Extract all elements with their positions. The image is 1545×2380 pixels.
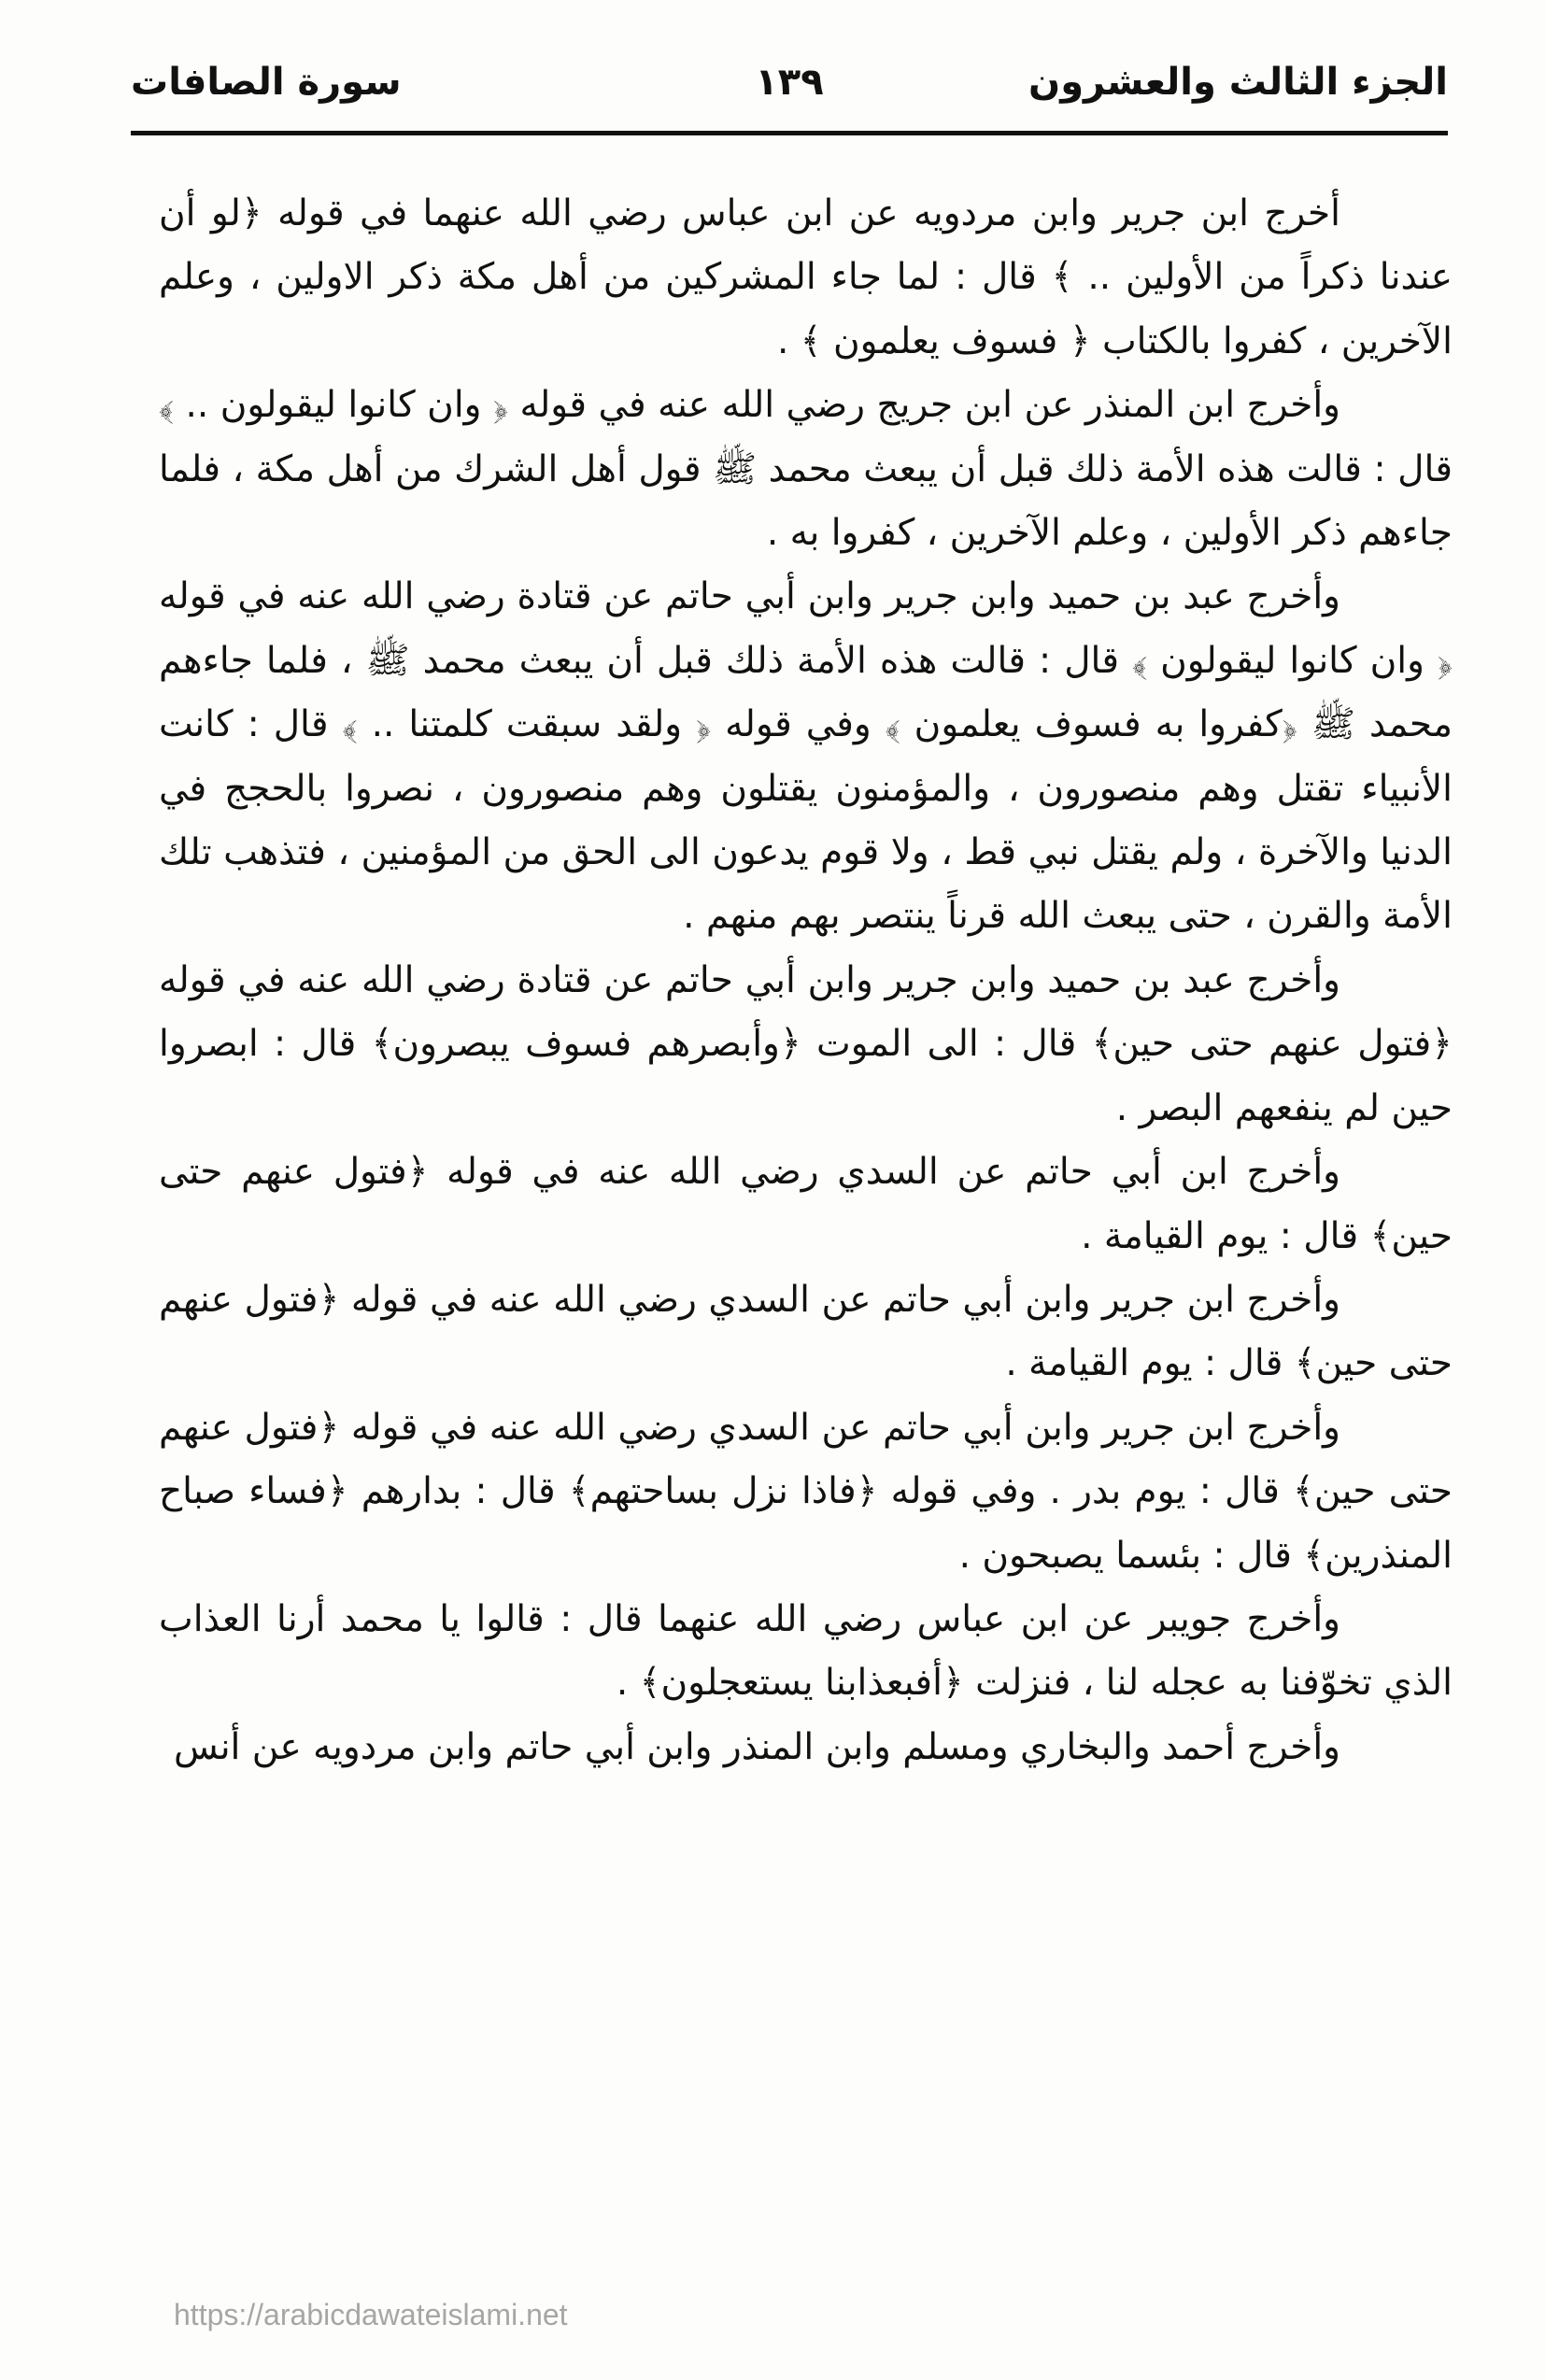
paragraph-6: وأخرج ابن جرير وابن أبي حاتم عن السدي رضي الله عنه في قوله ﴿فتول عنهم حتى حين﴾ قال : يوم القيامة . [159, 1278, 1453, 1385]
paragraph-2: وأخرج ابن المنذر عن ابن جريج رضي الله عنه في قوله ﴿ وان كانوا ليقولون .. ﴾ قال : قالت هذه الأمة ذلك قبل أن يبعث محمد ﷺ قول أهل الشرك من أهل مكة ، فلما جاءهم ذكر الأولين ، وعلم الآخرين ، كفروا به . [159, 384, 1453, 555]
part-title: الجزء الثالث والعشرون [1028, 61, 1448, 104]
paragraph-8: وأخرج جويبر عن ابن عباس رضي الله عنهما قال : قالوا يا محمد أرنا العذاب الذي تخوّفنا به عجله لنا ، فنزلت ﴿أفبعذابنا يستعجلون﴾ . [159, 1597, 1453, 1705]
page-header [131, 45, 1448, 138]
paragraph-9: وأخرج أحمد والبخاري ومسلم وابن المنذر وابن أبي حاتم وابن مردويه عن أنس [173, 1725, 1340, 1768]
paragraph-7: وأخرج ابن جرير وابن أبي حاتم عن السدي رضي الله عنه في قوله ﴿فتول عنهم حتى حين﴾ قال : يوم بدر . وفي قوله ﴿فاذا نزل بساحتهم﴾ قال : بدارهم ﴿فساء صباح المنذرين﴾ قال : بئسما يصبحون . [159, 1406, 1453, 1577]
watermark-url: https://arabicdawateislami.net [174, 2298, 568, 2331]
paragraph-1: أخرج ابن جرير وابن مردويه عن ابن عباس رضي الله عنهما في قوله ﴿لو أن عندنا ذكراً من الأولين .. ﴾ قال : لما جاء المشركين من أهل مكة ذكر الاولين ، وعلم الآخرين ، كفروا بالكتاب ﴿ فسوف يعلمون ﴾ . [159, 192, 1453, 362]
paragraph-4: وأخرج عبد بن حميد وابن جرير وابن أبي حاتم عن قتادة رضي الله عنه في قوله ﴿فتول عنهم حتى حين﴾ قال : الى الموت ﴿وأبصرهم فسوف يبصرون﴾ قال : ابصروا حين لم ينفعهم البصر . [159, 958, 1453, 1129]
page-number: ١٣٩ [755, 61, 824, 104]
surah-title: سورة الصافات [131, 61, 402, 104]
paragraph-5: وأخرج ابن أبي حاتم عن السدي رضي الله عنه في قوله ﴿فتول عنهم حتى حين﴾ قال : يوم القيامة . [159, 1151, 1453, 1257]
header-rule [131, 131, 1448, 135]
paragraph-3: وأخرج عبد بن حميد وابن جرير وابن أبي حاتم عن قتادة رضي الله عنه في قوله ﴿ وان كانوا ليقولون ﴾ قال : قالت هذه الأمة ذلك قبل أن يبعث محمد ﷺ ، فلما جاءهم محمد ﷺ ﴿كفروا به فسوف يعلمون ﴾ وفي قوله ﴿ ولقد سبقت كلمتنا .. ﴾ قال : كانت الأنبياء تقتل وهم منصورون ، والمؤمنون يقتلون وهم منصورون ، نصروا بالحجج في الدنيا والآخرة ، ولم يقتل نبي قط ، ولا قوم يدعون الى الحق من المؤمنين ، فتذهب تلك الأمة والقرن ، حتى يبعث الله قرناً ينتصر بهم منهم . [159, 575, 1453, 938]
page-body [159, 182, 1453, 1779]
